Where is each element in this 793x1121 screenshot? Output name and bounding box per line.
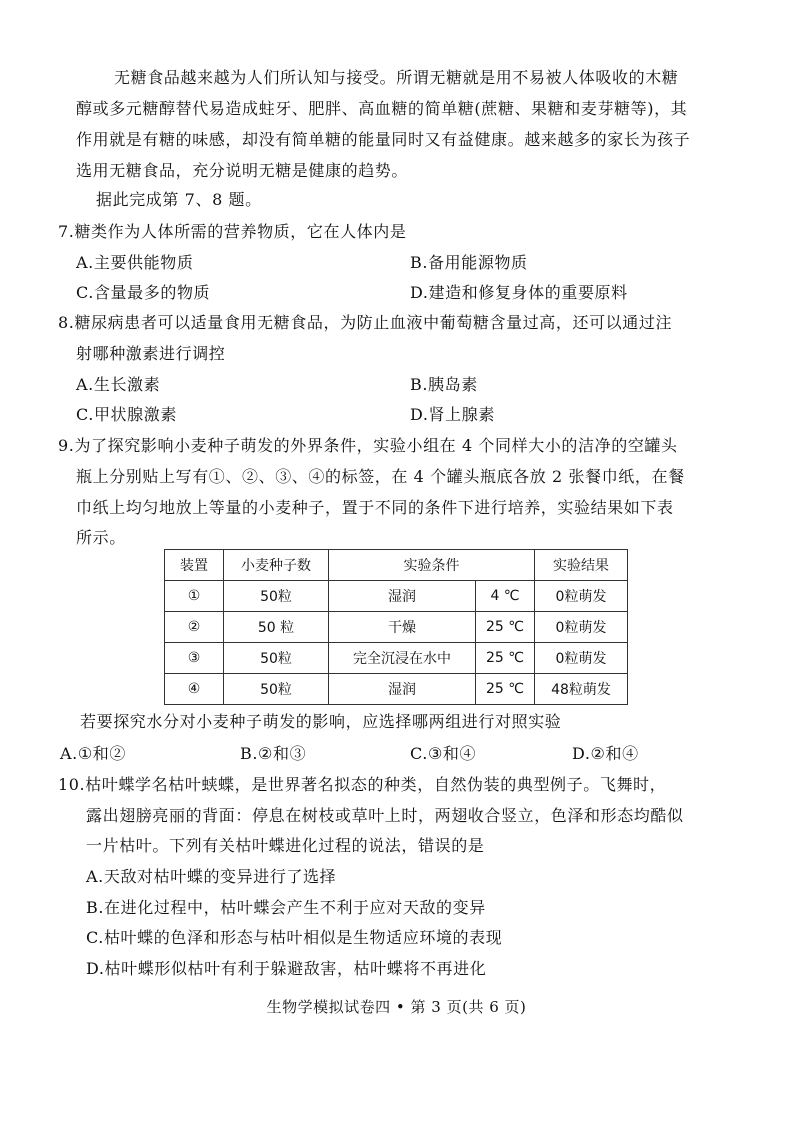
table-header-cell: 装置 [165,550,224,581]
q10-stem-line-3: 一片枯叶。下列有关枯叶蝶进化过程的说法，错误的是 [86,836,485,855]
q8-option-c: C.甲状腺激素 [76,405,177,424]
q8-option-b: B.胰岛素 [410,375,478,394]
q10-option-b: B.在进化过程中，枯叶蝶会产生不利于应对天敌的变异 [86,898,486,917]
table-cell: ① [165,581,224,612]
table-cell: ④ [165,674,224,705]
q9-option-c: C.③和④ [410,744,477,763]
table-cell: 50粒 [224,643,329,674]
table-header-cell: 小麦种子数 [224,550,329,581]
q10-option-d: D.枯叶蝶形似枯叶有利于躲避敌害，枯叶蝶将不再进化 [86,959,487,978]
q9-option-a: A.①和② [60,744,126,763]
table-cell: 50粒 [224,581,329,612]
table-cell: 湿润 [329,674,476,705]
q8-option-d: D.肾上腺素 [410,405,495,424]
table-cell: 完全沉浸在水中 [329,643,476,674]
q9-question: 若要探究水分对小麦种子萌发的影响，应选择哪两组进行对照实验 [80,712,562,731]
q10-stem-line-2: 露出翅膀亮丽的背面：停息在树枝或草叶上时，两翅收合竖立，色泽和形态均酷似 [86,806,684,825]
table-cell: 0粒萌发 [535,643,628,674]
q10-stem-line-1: 10.枯叶蝶学名枯叶蛱蝶，是世界著名拟态的种类，自然伪装的典型例子。飞舞时， [58,775,667,794]
passage-line-2: 醇或多元糖醇替代易造成蛀牙、肥胖、高血糖的简单糖(蔗糖、果糖和麦芽糖等)，其 [76,99,688,118]
q8-stem-line-1: 8.糖尿病患者可以适量食用无糖食品，为防止血液中葡萄糖含量过高，还可以通过注 [58,313,673,332]
q9-option-b: B.②和③ [240,744,307,763]
page-footer: 生物学模拟试卷四 • 第 3 页(共 6 页) [266,998,527,1016]
table-cell: ② [165,612,224,643]
table-header-row [165,550,628,581]
table-row [165,674,628,705]
table-cell: 25 ℃ [476,643,535,674]
q7-stem: 7.糖类作为人体所需的营养物质，它在人体内是 [58,222,407,241]
table-cell: 50粒 [224,674,329,705]
table-cell: 25 ℃ [476,612,535,643]
table-cell: 0粒萌发 [535,612,628,643]
table-cell: 50 粒 [224,612,329,643]
q9-stem-line-4: 所示。 [76,528,126,547]
table-row [165,581,628,612]
table-cell: 湿润 [329,581,476,612]
table-cell: 25 ℃ [476,674,535,705]
table-header-cell: 实验结果 [535,550,628,581]
table-cell: 4 ℃ [476,581,535,612]
table-row [165,643,628,674]
q9-option-d: D.②和④ [572,744,639,763]
q8-stem-line-2: 射哪种激素进行调控 [76,344,226,363]
q8-option-a: A.生长激素 [76,375,161,394]
table-cell: 48粒萌发 [535,674,628,705]
passage-line-3: 作用就是有糖的味感，却没有简单糖的能量同时又有益健康。越来越多的家长为孩子 [76,130,691,149]
experiment-table [164,549,628,705]
q9-stem-line-3: 巾纸上均匀地放上等量的小麦种子，置于不同的条件下进行培养，实验结果如下表 [76,498,674,517]
passage-line-1: 无糖食品越来越为人们所认知与接受。所谓无糖就是用不易被人体吸收的木糖 [114,68,679,87]
table-cell: 0粒萌发 [535,581,628,612]
q7-option-b: B.备用能源物质 [410,253,528,272]
table-cell: 干燥 [329,612,476,643]
table-cell: ③ [165,643,224,674]
table-header-cell: 实验条件 [329,550,535,581]
q7-option-c: C.含量最多的物质 [76,283,211,302]
q10-option-c: C.枯叶蝶的色泽和形态与枯叶相似是生物适应环境的表现 [86,928,503,947]
table-row [165,612,628,643]
q7-option-a: A.主要供能物质 [76,253,194,272]
q9-stem-line-1: 9.为了探究影响小麦种子萌发的外界条件，实验小组在 4 个同样大小的洁净的空罐头 [58,436,678,455]
passage-instruction: 据此完成第 7、8 题。 [96,190,262,209]
q10-option-a: A.天敌对枯叶蝶的变异进行了选择 [86,867,337,886]
passage-line-4: 选用无糖食品，充分说明无糖是健康的趋势。 [76,161,409,180]
q7-option-d: D.建造和修复身体的重要原料 [410,283,628,302]
q9-stem-line-2: 瓶上分别贴上写有①、②、③、④的标签，在 4 个罐头瓶底各放 2 张餐巾纸，在餐 [76,467,685,486]
